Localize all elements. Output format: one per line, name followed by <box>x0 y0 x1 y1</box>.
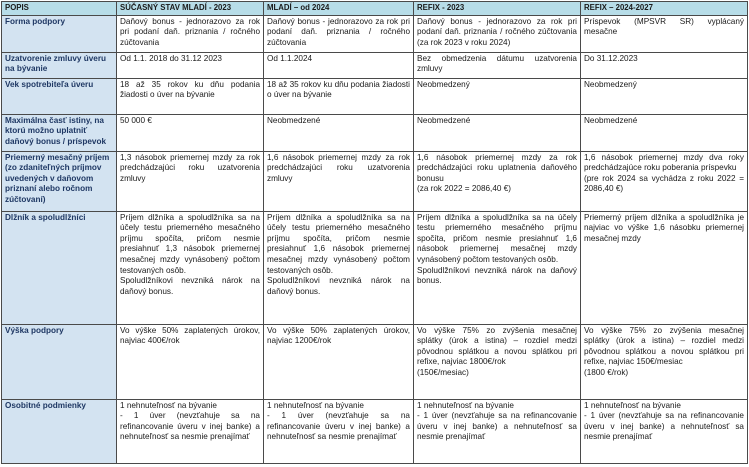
cell-text: 1 nehnuteľnosť na bývanie <box>584 400 681 410</box>
table-cell <box>414 324 581 399</box>
table-cell <box>414 151 581 211</box>
table-cell <box>117 78 264 114</box>
table-cell <box>414 15 581 52</box>
cell-text: - 1 úver (nevzťahuje sa na refinancovanie úveru v inej banke) a nehnuteľnosť sa nesmie prenajímať <box>267 411 410 442</box>
cell-text: (1800 €/rok) <box>584 367 629 377</box>
cell-text: Od 1.1.2024 <box>267 53 313 63</box>
table-cell <box>117 324 264 399</box>
cell-text: Neobmedzený <box>417 79 470 89</box>
cell-text: - 1 úver (nevzťahuje sa na refinancovanie úveru v inej banke) a nehnuteľnosť sa nesmie prenajímať <box>417 411 577 442</box>
cell-text: 18 až 35 rokov ku dňu podania žiadosti o úver na bývanie <box>120 79 260 100</box>
table-cell <box>581 15 748 52</box>
table-cell <box>414 52 581 78</box>
header-sucasny-stav-mladi-2023: SÚČASNÝ STAV MLADÍ - 2023 <box>117 2 264 16</box>
cell-text: Daňový bonus - jednorazovo za rok pri podaní daň. priznania / ročného zúčtovania <box>267 16 410 47</box>
cell-text: 1,6 násobok priemernej mzdy dva roky predchádzajúce roku poberania príspevku <box>584 152 744 173</box>
table-cell <box>581 114 748 151</box>
row-maximalna-cast-istiny <box>2 114 748 151</box>
cell-text: Neobmedzené <box>417 115 471 125</box>
header-refix-2024-2027: REFIX – 2024-2027 <box>581 2 748 16</box>
table-cell <box>581 52 748 78</box>
cell-text: Daňový bonus - jednorazovo za rok pri podaní daň. priznania / ročného zúčtovania <box>120 16 260 47</box>
header-row <box>2 2 748 16</box>
table-cell <box>117 15 264 52</box>
table-cell <box>264 324 414 399</box>
table-cell <box>581 211 748 324</box>
cell-text: Spoludlžníkovi nevzniká nárok na daňový bonus. <box>120 276 260 296</box>
row-label: Dlžník a spoludlžníci <box>2 211 117 324</box>
row-vyska-podpory <box>2 324 748 399</box>
table-cell <box>264 52 414 78</box>
table-cell <box>581 399 748 463</box>
row-uzatvorenie-zmluvy <box>2 52 748 78</box>
row-vek-spotrebitela <box>2 78 748 114</box>
row-label: Forma podpory <box>2 15 117 52</box>
row-priemerny-mesacny-prijem <box>2 151 748 211</box>
table-cell <box>581 324 748 399</box>
cell-text: 1,6 násobok priemernej mzdy za rok predchádzajúci roku uplatnenia daňového bonusu <box>417 152 577 183</box>
cell-text: Od 1.1. 2018 do 31.12 2023 <box>120 53 222 63</box>
table-cell <box>264 78 414 114</box>
cell-text: - 1 úver (nevzťahuje sa na refinancovanie úveru v inej banke) a nehnuteľnosť sa nesmie prenajímať <box>120 411 260 442</box>
table-cell <box>414 78 581 114</box>
row-label: Výška podpory <box>2 324 117 399</box>
comparison-table <box>1 1 748 464</box>
row-label: Uzatvorenie zmluvy úveru na bývanie <box>2 52 117 78</box>
table-cell <box>581 151 748 211</box>
table-cell <box>117 399 264 463</box>
cell-text: Spoludlžníkovi nevzniká nárok na daňový bonus. <box>267 276 410 296</box>
cell-text: Príjem dlžníka a spoludlžníka sa na účely testu priemerného mesačného príjmu spočíta, pričom nesmie presiahnuť 1,6 násobok priemernej mesačnej mzdy vynásobený počtom testovaných osôb. <box>417 212 577 264</box>
cell-text: (pre rok 2024 sa vychádza z roku 2022 = 2086,40 €) <box>584 173 744 194</box>
cell-text: Príjem dlžníka a spoludlžníka sa na účely testu priemerného mesačného príjmu spočíta, pričom nesmie presiahnuť 1,6 násobok priemernej mesačnej mzdy vynásobený počtom testovaných osôb. <box>267 212 410 275</box>
cell-text: Neobmedzený <box>584 79 637 89</box>
table-cell <box>581 78 748 114</box>
cell-text: (za rok 2022 = 2086,40 €) <box>417 184 511 194</box>
table-cell <box>264 15 414 52</box>
cell-text: Daňový bonus - jednorazovo za rok pri podaní daň. priznania / ročného zúčtovania (za rok 2023 v roku 2024) <box>417 16 577 47</box>
row-label: Maximálna časť istiny, na ktorú možno uplatniť daňový bonus / príspevok <box>2 114 117 151</box>
cell-text: 1,6 násobok priemernej mzdy za rok predchádzajúci roku uzatvorenia zmluvy <box>267 152 410 183</box>
row-osobitne-podmienky <box>2 399 748 463</box>
row-dlznik-a-spoludlznici <box>2 211 748 324</box>
table-cell <box>414 399 581 463</box>
row-forma-podpory <box>2 15 748 52</box>
cell-text: 1 nehnuteľnosť na bývanie <box>120 400 217 410</box>
cell-text: Príjem dlžníka a spoludlžníka sa na účely testu priemerného mesačného príjmu spočíta, pričom nesmie presiahnuť 1,3 násobok priemernej mesačnej mzdy vynásobený počtom testovaných osôb. <box>120 212 260 275</box>
header-mladi-od-2024: MLADÍ – od 2024 <box>264 2 414 16</box>
cell-text: Neobmedzené <box>267 115 321 125</box>
table-cell <box>117 52 264 78</box>
cell-text: 1 nehnuteľnosť na bývanie <box>417 400 514 410</box>
table-cell <box>414 114 581 151</box>
cell-text: Spoludlžníkovi nevzniká nárok na daňový bonus. <box>417 265 577 286</box>
cell-text: Priemerný príjem dlžníka a spoludlžníka je najviac vo výške 1,6 násobku priemernej mesačnej mzdy <box>584 212 744 243</box>
table-cell <box>264 114 414 151</box>
cell-text: Neobmedzené <box>584 115 638 125</box>
cell-text: Vo výške 50% zaplatených úrokov, najviac 400€/rok <box>120 325 260 346</box>
row-label: Osobitné podmienky <box>2 399 117 463</box>
table-cell <box>264 151 414 211</box>
cell-text: 18 až 35 rokov ku dňu podania žiadosti o úver na bývanie <box>267 79 410 100</box>
cell-text: Príspevok (MPSVR SR) vyplácaný mesačne <box>584 16 744 37</box>
table-cell <box>264 399 414 463</box>
cell-text: - 1 úver (nevzťahuje sa na refinancovanie úveru v inej banke) a nehnuteľnosť sa nesmie prenajímať <box>584 411 744 442</box>
cell-text: 50 000 € <box>120 115 152 125</box>
cell-text: Do 31.12.2023 <box>584 53 638 63</box>
table-cell <box>414 211 581 324</box>
cell-text: Vo výške 50% zaplatených úrokov, najviac 1200€/rok <box>267 325 410 346</box>
header-refix-2023: REFIX - 2023 <box>414 2 581 16</box>
cell-text: Vo výške 75% zo zvýšenia mesačnej splátky (úrok a istina) – rozdiel medzi pôvodnou splátkou a novou splátkou pri refixe, najviac 150€/mesiac <box>584 325 744 367</box>
cell-text: (150€/mesiac) <box>417 367 469 377</box>
cell-text: 1,3 násobok priemernej mzdy za rok predchádzajúci roku uzatvorenia zmluvy <box>120 152 260 183</box>
row-label: Vek spotrebiteľa úveru <box>2 78 117 114</box>
cell-text: 1 nehnuteľnosť na bývanie <box>267 400 364 410</box>
cell-text: Bez obmedzenia dátumu uzatvorenia zmluvy <box>417 53 577 74</box>
header-popis: POPIS <box>2 2 117 16</box>
table-cell <box>264 211 414 324</box>
cell-text: Vo výške 75% zo zvýšenia mesačnej splátky (úrok a istina) – rozdiel medzi pôvodnou splátkou a novou splátkou pri refixe, najviac 1800€/rok <box>417 325 577 367</box>
table-cell <box>117 151 264 211</box>
row-label: Priemerný mesačný príjem (zo zdaniteľných príjmov uvedených v daňovom priznaní alebo ročnom zúčtovaní) <box>2 151 117 211</box>
table-cell <box>117 211 264 324</box>
table-cell <box>117 114 264 151</box>
